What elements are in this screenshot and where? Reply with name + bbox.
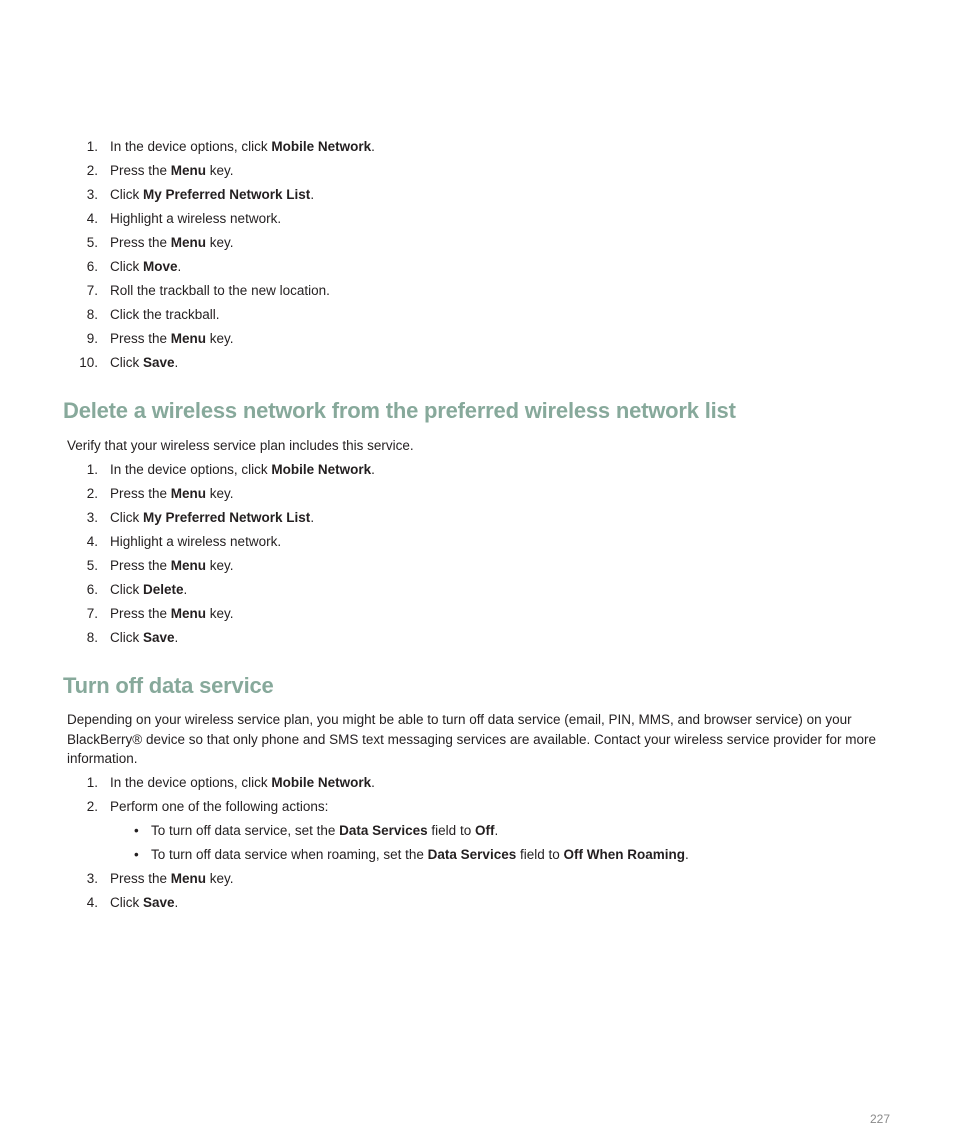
bullet-marker: • xyxy=(134,847,139,862)
document-page: 1. In the device options, click Mobile Network. 2. Press the Menu key. 3. Click My Preferred Network List. 4. Highlight a wireless network. 5. Press the Menu key. 6. Click Move. 7. Roll the trackball to the new location. 8. Click the trackball. 9. Press the Menu key. 10. Click Save. Delete a wireless network from the preferred wireless network list Verify that your wireless service plan includes this service. 1. In the device options, click Mobile Network. 2. Press the Menu key. 3. Click My Preferred Network List. 4. Highlight a wireless network. 5. Press the Menu key. 6. Click Delete. 7. Press the Menu key. 8. Click Save. Turn off data service Depending on your wireless service plan, you might be able to turn off data service (email, PIN, MMS, and browser service) on your BlackBerry® device so that only phone and SMS text messaging services are available. Contact your wireless service provider for more information. 1. In the device options, click Mobile Network. 2. Perform one of the following actions: • To turn off data service, set the Data Services field to Off. • To turn off data service when roaming, set the Data Services field to Off When Roaming. 3. Press the Menu key. 4. Click Save. 227 xyxy=(0,0,954,1145)
section-intro: Depending on your wireless service plan, you might be able to turn off data service (email, PIN, MMS, and browser service) on your BlackBerry® device so that only phone and SMS text messaging services are available. Contact your wireless service provider for more information. xyxy=(67,712,877,766)
section-intro: Verify that your wireless service plan includes this service. xyxy=(67,438,414,453)
section-heading-delete-network: Delete a wireless network from the preferred wireless network list xyxy=(63,398,736,423)
page-number: 227 xyxy=(869,1112,890,1126)
bullet-marker: • xyxy=(134,823,139,838)
section-heading-turn-off-data: Turn off data service xyxy=(63,673,274,698)
